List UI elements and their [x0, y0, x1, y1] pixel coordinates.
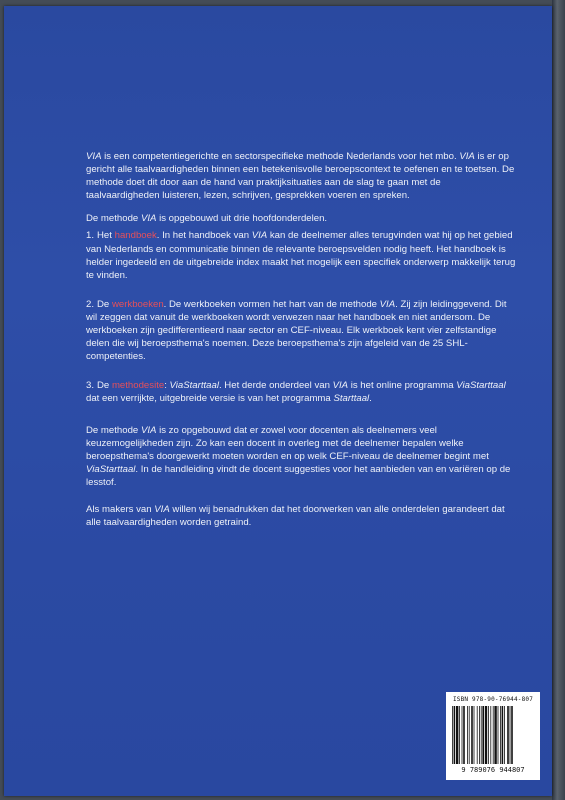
barcode-bar — [474, 706, 475, 764]
list-item-methodesite: 3. De methodesite: ViaStarttaal. Het derde onderdeel van VIA is het online programma ViaStarttaal dat een verrijkte, uitgebreide versie is van het programma Starttaal. — [86, 380, 506, 405]
brand-name: VIA — [140, 213, 157, 225]
structure-paragraph: De methode VIA is opgebouwd uit drie hoofdonderdelen. — [86, 213, 328, 225]
isbn-barcode — [446, 692, 540, 780]
barcode-bar — [488, 706, 489, 764]
barcode-bar — [485, 706, 487, 764]
barcode-bar — [477, 706, 478, 764]
cover-text — [86, 150, 516, 539]
barcode-bar — [507, 706, 509, 764]
choice-paragraph: De methode VIA is zo opgebouwd dat er zowel voor docenten als deelnemers veel keuzemogelijkheden zijn. Zo kan een docent in overleg met de deelnemer bepalen welke beroepsthema's doorgewerkt moeten worden en op welk CEF-niveau de deelnemer begint met ViaStarttaal. In de handleiding vindt de docent suggesties voor het aanbieden van en variëren op de lesstof. — [86, 424, 511, 488]
barcode-bar — [494, 706, 496, 764]
barcode-bar — [510, 706, 511, 764]
barcode-bar — [498, 706, 499, 764]
barcode-bars — [452, 706, 534, 764]
page-edge — [552, 0, 565, 800]
barcode-bar — [504, 706, 505, 764]
barcode-bar — [482, 706, 484, 764]
barcode-bar — [500, 706, 501, 764]
brand-name: VIA — [379, 298, 396, 310]
barcode-bar — [502, 706, 504, 764]
barcode-bar — [471, 706, 473, 764]
isbn-label: ISBN 978-90-76944-807 — [452, 696, 534, 703]
brand-name: VIA — [251, 230, 268, 242]
barcode-bar — [467, 706, 468, 764]
highlight-handboek: handboek — [114, 230, 157, 242]
barcode-bar — [469, 706, 470, 764]
barcode-bar — [454, 706, 456, 764]
brand-name: VIA — [140, 424, 157, 436]
highlight-werkboeken: werkboeken — [111, 298, 164, 310]
barcode-bar — [459, 706, 460, 764]
barcode-bar — [452, 706, 453, 764]
brand-name: VIA — [459, 151, 475, 162]
brand-name: VIA — [86, 151, 102, 162]
barcode-bar — [479, 706, 480, 764]
intro-paragraph: VIA is een competentiegerichte en sectorspecifieke methode Nederlands voor het mbo. VIA is er op gericht alle taalvaardigheden binnen een betekenisvolle beroepscontext te oefenen en te toetsen. De methode doet dit door aan de hand van praktijksituaties aan de slag te gaan met de taalvaardigheden luisteren, lezen, schrijven, gesprekken voeren en spreken. — [86, 151, 515, 202]
closing-paragraph: Als makers van VIA willen wij benadrukken dat het doorwerken van alle onderdelen garandeert dat alle taalvaardigheden worden getraind. — [86, 503, 505, 529]
brand-name: VIA — [332, 380, 349, 392]
brand-name: VIA — [154, 503, 170, 515]
barcode-bar — [456, 706, 458, 764]
barcode-bar — [462, 706, 463, 764]
barcode-bar — [493, 706, 494, 764]
barcode-bar — [511, 706, 513, 764]
barcode-bar — [490, 706, 491, 764]
barcode-digits: 9 789076 944807 — [461, 766, 525, 774]
list-item-handboek: 1. Het handboek. In het handboek van VIA kan de deelnemer alles terugvinden wat hij op het gebied van Nederlands en communicatie binnen de relevante beroepsvelden nodig heeft. Het handboek is helder ingedeeld en de uitgebreide index maakt het mogelijk een specifiek onderwerp makkelijk terug te vinden. — [86, 230, 516, 281]
barcode-bar — [481, 706, 482, 764]
barcode-bar — [463, 706, 465, 764]
list-item-werkboeken: 2. De werkboeken. De werkboeken vormen het hart van de methode VIA. Zij zijn leidinggevend. Dit wil zeggen dat vanuit de werkboeken wordt verwezen naar het handboek en niet andersom. De werkboeken zijn gedifferentieerd naar sector en CEF-niveau. Elk werkboek kent vier zelfstandige delen die wij beroepsthema's noemen. Deze beroepsthema's zijn afgeleid van de 25 SHL-competenties. — [86, 298, 507, 363]
highlight-methodesite: methodesite — [111, 380, 165, 392]
